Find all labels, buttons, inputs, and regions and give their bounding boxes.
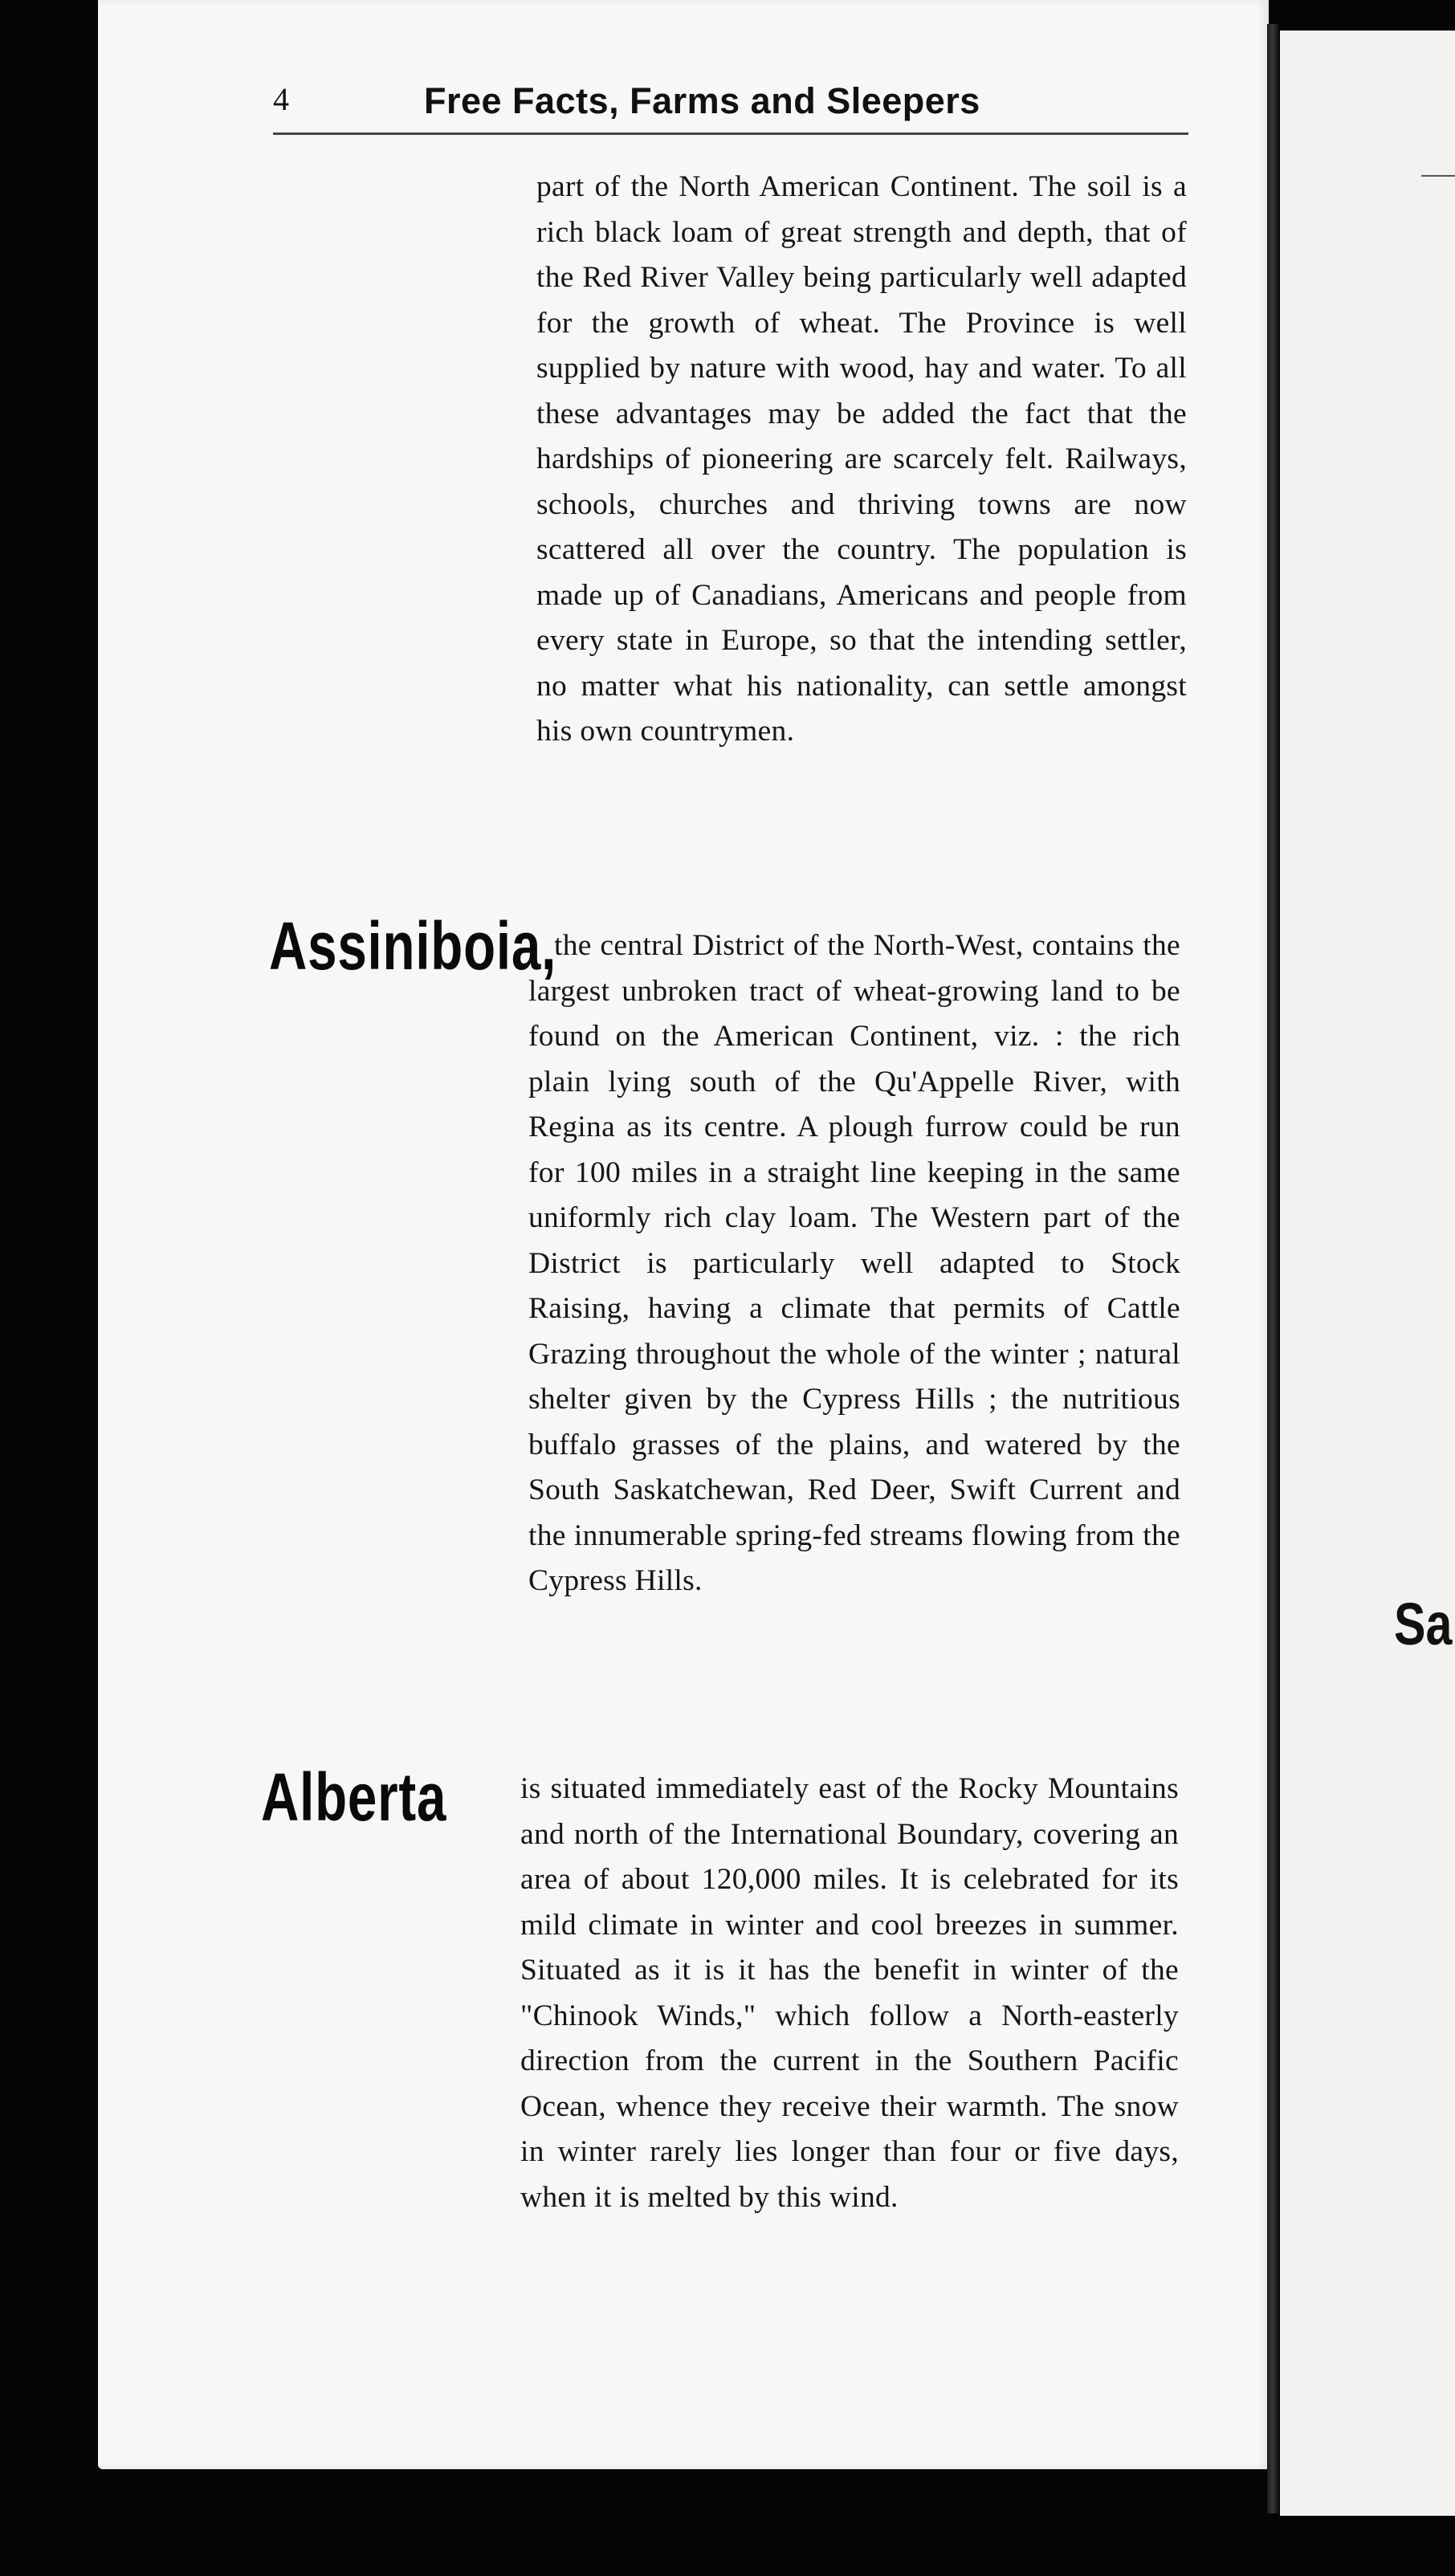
book-spine xyxy=(1267,24,1278,2513)
right-page-rule xyxy=(1421,175,1455,177)
running-head: Free Facts, Farms and Sleepers xyxy=(424,80,980,121)
intro-paragraph: part of the North American Continent. The soil is a rich black loam of great strength and depth, that of the Red River Valley being particularly well adapted for the growth of wheat. The Province is well supplied by nature with wood, hay and water. To all these advantages may be added the fact that the hardships of pioneering are scarcely felt. Railways, schools, churches and thriving towns are now scattered all over the country. The population is made up of Canadians, Americans and people from every state in Europe, so that the intending settler, no matter what his nationality, can settle amongst his own countrymen. xyxy=(536,170,1187,748)
right-page xyxy=(1280,31,1455,2516)
page-number: 4 xyxy=(273,81,289,117)
alberta-paragraph: is situated immediately east of the Rocky Mountains and north of the International Boundary, covering an area of about 120,000 miles. It is celebrated for its mild climate in winter and cool breezes in summer. Situated as it is it has the benefit in winter of the "Chinook Winds," which follow a North-easterly direction from the current in the Southern Pacific Ocean, whence they receive their warmth. The snow in winter rarely lies longer than four or five days, when it is melted by this wind. xyxy=(520,1772,1179,2214)
facing-page-heading: Sa xyxy=(1394,1591,1453,1657)
assiniboia-paragraph: the central District of the North-West, contains the largest unbroken tract of wheat-growing land to be found on the American Continent, viz. : the rich plain lying south of the Qu'Appelle River, with Regina as its centre. A plough furrow could be run for 100 miles in a straight line keeping in the same uniformly rich clay loam. The Western part of the District is particularly well adapted to Stock Raising, having a climate that permits of Cattle Grazing throughout the whole of the winter ; natural shelter given by the Cypress Hills ; the nutritious buffalo grasses of the plains, and watered by the South Saskatchewan, Red Deer, Swift Current and the innumerable spring-fed streams flowing from the Cypress Hills. xyxy=(528,929,1180,1597)
alberta-heading: Alberta xyxy=(261,1759,447,1835)
header-rule xyxy=(273,132,1188,135)
assiniboia-heading: Assiniboia, xyxy=(269,908,557,984)
